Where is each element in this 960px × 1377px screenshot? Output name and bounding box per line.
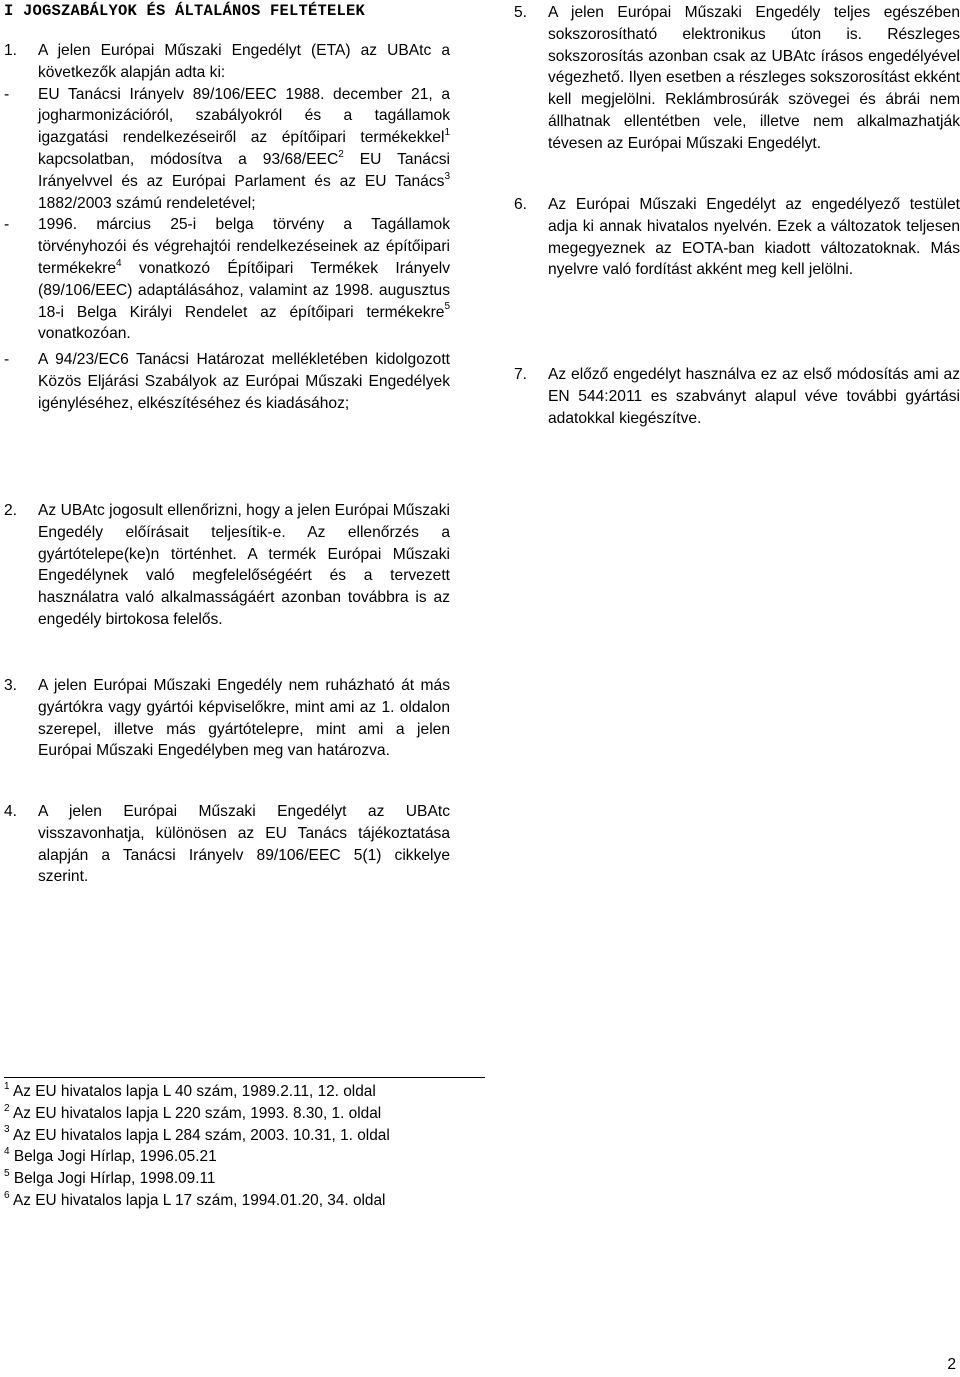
item-text: A jelen Európai Műszaki Engedély nem ruházható át más gyártókra vagy gyártói képviselőkre, mint ami az 1. oldalon szerepel, illetve más gyártótelepre, mint ami a jelen Európai Műszaki Engedélyben meg van határozva. bbox=[38, 677, 450, 760]
item-text: A jelen Európai Műszaki Engedély teljes egészében sokszorosítható elektronikus úton is. Részleges sokszorosítás azonban csak az UBAtc írásos engedélyével végezhető. Ilyen esetben a részleges sokszorosítást ekként kell megjelölni. Reklámbrosúrák szövegei és ábrái nem állhatnak ellentétben vele, illetve nem alkalmazhatják tévesen az Európai Műszaki Engedélyt. bbox=[548, 4, 960, 152]
left-column bbox=[4, 40, 450, 415]
item-text: Az UBAtc jogosult ellenőrizni, hogy a jelen Európai Műszaki Engedély előírásait teljesítik-e. Az ellenőrzés a gyártótelepe(ke)n történhet. A termék Európai Műszaki Engedélynek való megfelelőségéért és a tervezett használatra való alkalmasságáért azonban továbbra is az engedély birtokosa felelős. bbox=[38, 502, 450, 628]
footnote: $^3$ Az EU hivatalos lapja L 284 szám, 2003. 10.31, 1. oldal bbox=[4, 1124, 390, 1144]
bullet-dash: - bbox=[4, 216, 10, 234]
item-number: 7. bbox=[514, 366, 528, 383]
footnote-ref: 3 bbox=[444, 170, 450, 182]
footnotes bbox=[4, 1081, 604, 1212]
item-5 bbox=[514, 2, 960, 155]
footnote-separator bbox=[4, 1077, 485, 1078]
footnote: $^6$ Az EU hivatalos lapja L 17 szám, 1994.01.20, 34. oldal bbox=[4, 1189, 386, 1209]
item-text: A jelen Európai Műszaki Engedélyt (ETA) az UBAtc a következők alapján adta ki: bbox=[38, 42, 450, 81]
bullet-text: EU Tanácsi Irányelv 89/106/EEC 1988. december 21, a jogharmonizációról, szabályokról és a tagállamok igazgatási rendelkezéseiről az építőipari termékekkel$^1$ kapcsolatban, módosítva a 93/68/EEC$^2$ EU Tanácsi Irányelvvel és az Európai Parlament és az EU Tanács$^3$ 1882/2003 számú rendeletével; bbox=[38, 85, 450, 212]
bullet-1 bbox=[4, 84, 450, 215]
footnote: $^4$ Belga Jogi Hírlap, 1996.05.21 bbox=[4, 1146, 217, 1166]
item-1 bbox=[4, 40, 450, 84]
footnote: $^2$ Az EU hivatalos lapja L 220 szám, 1993. 8.30, 1. oldal bbox=[4, 1102, 382, 1122]
bullet-3 bbox=[4, 349, 450, 414]
item-number: 1. bbox=[4, 42, 18, 59]
section-title: I JOGSZABÁLYOK ÉS ÁLTALÁNOS FELTÉTELEK bbox=[4, 2, 366, 20]
item-number: 4. bbox=[4, 803, 18, 820]
item-text: Az előző engedélyt használva ez az első módosítás ami az EN 544:2011 es szabványt alapul véve további gyártási adatokkal kiegészítve. bbox=[548, 366, 960, 427]
item-2 bbox=[4, 500, 450, 631]
item-number: 6. bbox=[514, 196, 528, 213]
bullet-2 bbox=[4, 214, 450, 345]
item-number: 3. bbox=[4, 677, 18, 694]
bullet-text: A 94/23/EC6 Tanácsi Határozat mellékletében kidolgozott Közös Eljárási Szabályok az Európai Műszaki Engedélyek igényléséhez, elkészítéséhez és kiadásához; bbox=[38, 351, 450, 412]
item-6 bbox=[514, 194, 960, 281]
bullet-dash: - bbox=[4, 85, 10, 103]
footnote-ref: 2 bbox=[338, 148, 344, 160]
footnote-ref: 1 bbox=[444, 127, 450, 138]
bullet-text: 1996. március 25-i belga törvény a Tagállamok törvényhozói és végrehajtói rendelkezéseinek az építőipari termékekre$^4$ vonatkozó Építőipari Termékek Irányelv (89/106/EEC) adaptálásához, valamint az 1998. augusztus 18-i Belga Királyi Rendelet az építőipari termékekre$^5$ vonatkozóan. bbox=[38, 216, 450, 343]
footnote: $^5$ Belga Jogi Hírlap, 1998.09.11 bbox=[4, 1168, 216, 1188]
item-7 bbox=[514, 364, 960, 429]
footnote: $^1$ Az EU hivatalos lapja L 40 szám, 1989.2.11, 12. oldal bbox=[4, 1080, 376, 1100]
footnote-ref: 4 bbox=[116, 257, 122, 269]
footnote-ref: 5 bbox=[444, 301, 450, 313]
item-3 bbox=[4, 675, 450, 762]
right-column bbox=[514, 2, 960, 155]
item-text: Az Európai Műszaki Engedélyt az engedélyező testület adja ki annak hivatalos nyelvén. Ezek a változatok teljesen megegyeznek az EOTA-ban kiadott változatoknak. Más nyelvre való fordítást akként meg kell jelölni. bbox=[548, 196, 960, 279]
bullet-dash: - bbox=[4, 351, 10, 369]
page-number: 2 bbox=[947, 1356, 956, 1373]
item-number: 2. bbox=[4, 502, 18, 519]
item-number: 5. bbox=[514, 4, 528, 21]
item-4 bbox=[4, 801, 450, 888]
item-text: A jelen Európai Műszaki Engedélyt az UBAtc visszavonhatja, különösen az EU Tanács tájékoztatása alapján a Tanácsi Irányelv 89/106/EEC 5(1) cikkelye szerint. bbox=[38, 803, 450, 886]
